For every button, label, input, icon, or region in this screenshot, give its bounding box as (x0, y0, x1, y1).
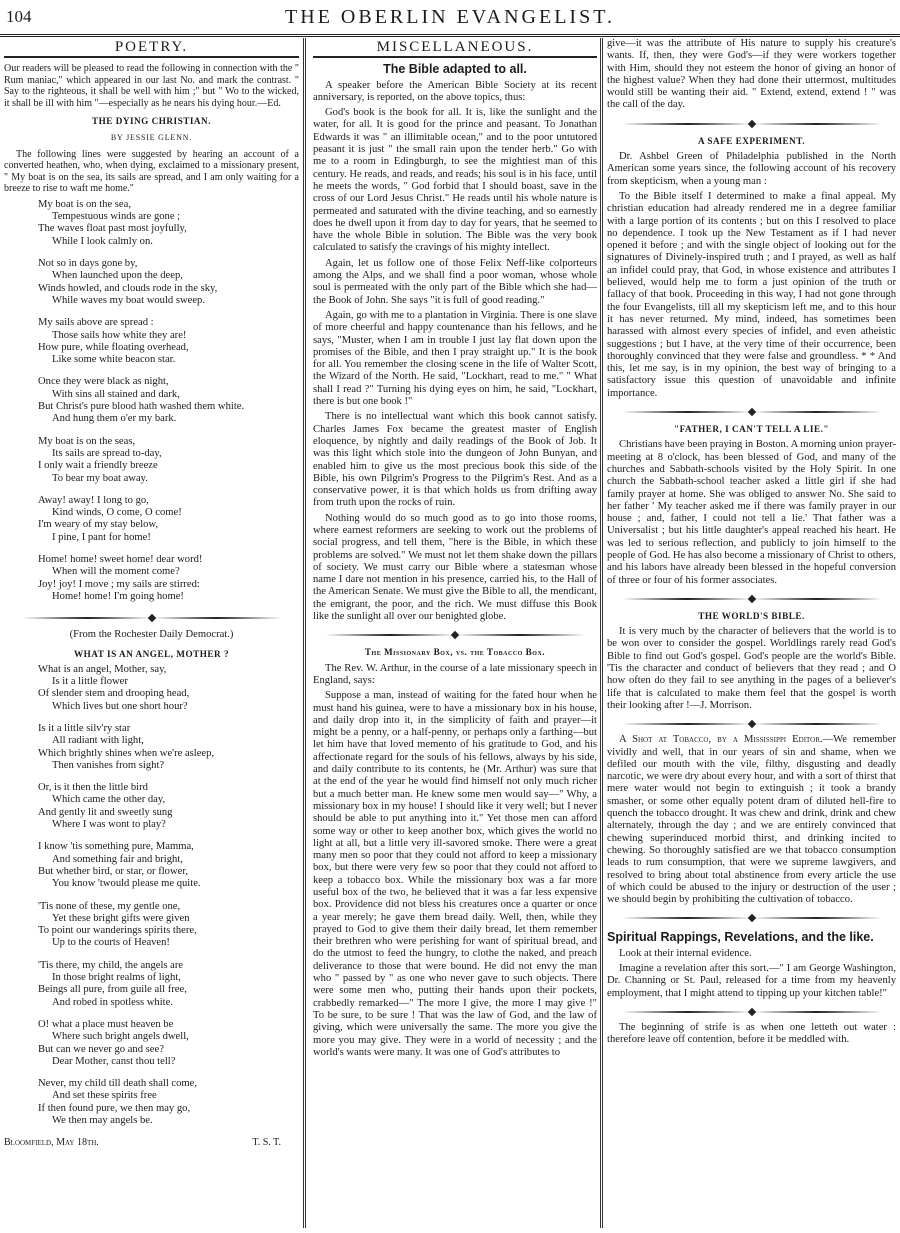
paragraph: Suppose a man, instead of waiting for the fated hour when he must hand his guinea, were to have a missionary box in his house, and daily drop into it, in the simplicity of faith and prayer—it might be a penny, or a half-penny, or perhaps only a farthing—but let him have that loved memento of his gratitude to God, and his affectionate regard for the souls of his fellows, always by his side, and daily contribute to its contents, he (Mr. Arthur) was sure that at the end of the year he would find himself not only much richer but a much better man. He knew some men would say—" Why, a missionary box in my house! I should like it very well; but I never should be able to put anything into it." Yet those men can afford some way or other to keep another box, which gives the world no light at all, but a little very ill-savored smoke. There were a great many men so poor that they could not afford to keep a missionary box, but there were very few so poor that they could not afford to keep a tobacco box. While the missionary box was a far more useful box of the two, he believed that it was a far less expensive box. Providence did not bless his creatures once a quarter or once a year merely; he gave them bread daily. Well, then, while they prayed to God to give them their daily bread, let them remember their brethren who were perishing for want of spiritual bread, and do the utmost to feed the hungry, to clothe the naked, and preach deliverance to those that were bound. He did not envy the man who " passed by " as one who never gave to such objects. There were some men who, putting their hands upon their pockets, crabbedly remarked—" The more I give, the more I may give !" To be sure, to be sure ! That was the law of God, and the law of giving, which were universally the same. The more you give the more you may give. They were in a world of necessity ; and the world's wants were many. It was one of God's attributes to (313, 690, 597, 1058)
poem-line: All radiant with light, (52, 735, 144, 747)
article-missionary-box (313, 663, 597, 1060)
paragraph: Nothing would do so much good as to go into those rooms, where earnest reformers are seeking to work out the problems of social progress, and tell them, "here is the Bible, in which these problems are solved." We must not let them shake down the pillars of society. We must carry our Bible where a statesman whose name I dare not mention in his presence, carried his, to the Hall of the American Senate. We must give the Bible to all, the mendicant, the emigrant, the poor, and the rich. We must diffuse this Book like the sunlight all over our benighted globe. (313, 512, 597, 623)
poem-line: Home! home! I'm going home! (52, 590, 184, 602)
poem-title: THE DYING CHRISTIAN. (92, 116, 211, 127)
poem-line: And hung them o'er my bark. (52, 413, 177, 425)
ornament-divider (607, 1007, 896, 1017)
stanza (38, 258, 299, 307)
poem-line: While waves my boat would sweep. (52, 294, 205, 306)
ornament-divider (607, 719, 896, 729)
poem-line: You know 'twould please me quite. (52, 878, 201, 890)
poem-line: Is it a little flower (52, 676, 128, 688)
poem-line: To point our wanderings spirits there, (38, 925, 197, 937)
ornament-divider (313, 630, 597, 640)
paragraph: To the Bible itself I determined to make a final appeal. My christian education had already rendered me in a degree familiar with a large portion of its contents ; but on this I resolved to place no dependence. I took up the New Testament as if I had never opened it before ; and with the single object of looking out for the signatures of Divinely-inspired truth ; and I prayed, as well as half an infidel could pray, that God, in whose existence and attributes I believed, would help me to form a just opinion of the truth or fallacy of that book. Proceeding in this way, I had not gone through the four Evangelists, till all my skepticism left me, and to this hour it has never returned. My mind, indeed, has sometimes been harassed with almost every species of infidel, and even atheistic suggestions ; but I have, at the very time of their occurrence, been thoroughly convinced that they were false and groundless. * * And this, let me say, is in my opinion, the best way of bringing to a satisfactory issue this question of unavoidable and infinite importance. (607, 190, 896, 399)
stanza (38, 436, 299, 485)
poem-line: And something fair and bright, (52, 853, 183, 865)
column-three (607, 38, 896, 1228)
poem-line: But can we never go and see? (38, 1043, 164, 1055)
paragraph: Again, let us follow one of those Felix Neff-like colporteurs among the Alps, and we shall find a poor woman, whose whole soul is permeated with the only part of the Bible which she had—the Book of John. She says "it is full of good reading." (313, 257, 597, 306)
article-shot-at-tobacco (607, 734, 896, 906)
ornament-divider (607, 119, 896, 129)
poem-line: I only wait a friendly breeze (38, 460, 158, 472)
poem-line: Yet these bright gifts were given (52, 912, 190, 924)
poem-line: When will the moment come? (52, 566, 180, 578)
poem-line: What is an angel, Mother, say, (38, 663, 167, 675)
poem-line: 'Tis there, my child, the angels are (38, 959, 184, 971)
poem-line: Once they were black as night, (38, 376, 169, 388)
stanza (38, 554, 299, 603)
section-heading-poetry: POETRY. (114, 39, 189, 55)
ornament-divider (4, 613, 299, 623)
ornament-divider (607, 407, 896, 417)
masthead (0, 0, 900, 37)
poem-line: And set these spirits free (52, 1090, 157, 1102)
stanza (38, 841, 299, 890)
poem-line: The waves float past most joyfully, (38, 223, 187, 235)
paragraph: Dr. Ashbel Green of Philadelphia published in the North American some years since, the following account of his recovery from skepticism, when a young man : (607, 151, 896, 187)
article-father-cant-lie (607, 439, 896, 587)
poem-line: Not so in days gone by, (38, 258, 138, 270)
poem-line: Up to the courts of Heaven! (52, 937, 170, 949)
paragraph: Imagine a revelation after this sort.—" I am George Washington, Dr. Channing or St. Paul, released for a time from my heavenly employment, that I might attend to tipping up your kitchen table!" (607, 963, 896, 999)
poem-line: Or, is it then the little bird (38, 782, 148, 794)
paragraph: There is no intellectual want which this book cannot satisfy. Charles James Fox became the greatest master of English eloquence, by nightly and daily readings of the Book of Job. It was this light which stole into the dungeon of John Bunyan, and enabled him to give us the most precious book this side of the Bible, his own Pilgrim's Progress to the Pilgrim's Rest. And as a conservative power, it is that which holds us from drifting away from truth upon the rocks of ruin. (313, 411, 597, 509)
poem-line: My boat is on the seas, (38, 435, 136, 447)
column-rule-1 (303, 38, 306, 1228)
ornament-divider (607, 913, 896, 923)
poem-line: To bear my boat away. (52, 472, 148, 484)
paragraph: Again, go with me to a plantation in Virginia. There is one slave of more cheerful and happy countenance than his fellows, and he says, "Muster, when I am in trouble I just lay flat down upon the promises of the Bible, and then I pray straight up." It is the book for all. You remember the closing scene in the life of Walter Scott, the Wizard of the North. He said, "Lockhart, read to me." " What shall I read ?" Turning his dying eyes on him, he said, "Lockhart, there is but one book !" (313, 309, 597, 408)
ornament-divider (607, 594, 896, 604)
section-heading-miscellaneous: MISCELLANEOUS. (376, 39, 534, 55)
newspaper-title: THE OBERLIN EVANGELIST. (285, 6, 615, 28)
poem-line: We then may angels be. (52, 1115, 153, 1126)
poem-signature (4, 1137, 299, 1149)
article-title: THE WORLD'S BIBLE. (698, 610, 805, 621)
poem-line: In those bright realms of light, (52, 972, 181, 984)
article-worlds-bible (607, 626, 896, 712)
article-safe-experiment (607, 151, 896, 400)
stanza (38, 495, 299, 544)
poem-line: 'Tis none of these, my gentle one, (38, 900, 181, 912)
poem-what-is-an-angel (38, 664, 299, 1128)
stanza (38, 376, 299, 425)
continued-text: give—it was the attribute of His nature to supply his creature's wants. If, then, they were God's—if they were workers together with Him, should they not esteem the honor of giving an honor of the highest value? When they had done their uttermost, multitudes would still be wanting their aid. " Extend, extend, extend ! " was the call of the day. (607, 38, 896, 111)
poem-line: Home! home! sweet home! dear word! (38, 554, 203, 566)
stanza (38, 782, 299, 831)
poem-line: And robed in spotless white. (52, 996, 173, 1008)
poem-line: Where such bright angels dwell, (52, 1031, 189, 1043)
paragraph: Christians have been praying in Boston. A morning union prayer-meeting at 8 o'clock, has been blessed of God, and many of the churches and Sabbath-schools visited by the Holy Spirit. In one church the Sabbath-school teacher asked a little girl if she had family prayer at home. She was obliged to answer No. She said to her father ' My teacher asked me if there was family prayer in our house ; and, father, I could not tell a lie.' That father was a Universalist ; but his little daughter's appeal reached his heart. He was led to serious reflection, and publicly to join himself to the people of God. He has also become a missionary of Christ to others, and his labors have already been blessed in the hopeful conversion of three or four of his former associates. (607, 439, 896, 586)
poem-line: Which brightly shines when we're asleep, (38, 747, 215, 759)
poem-line: I pine, I pant for home! (52, 531, 151, 543)
poem-line: Away! away! I long to go, (38, 494, 149, 506)
paragraph: It is very much by the character of believers that the world is to be won over to consider the gospel. Worldlings rarely read God's Bible to find out God's gospel. God's people are the world's Bible. 'Tis the character and conduct of believers that they read ; and O how often do they fail to see anything in the pages of a believer's life that is calculated to make them feel that the gospel is worth their looking after !—J. Morrison. (607, 626, 896, 711)
poem-line: But Christ's pure blood hath washed them white. (38, 401, 245, 413)
divider (313, 56, 597, 58)
poem-line: Which came the other day, (52, 794, 166, 806)
paragraph: Look at their internal evidence. (619, 947, 752, 959)
poem-intro: The following lines were suggested by hearing an account of a converted heathen, who, when dying, exclaimed to a missionary present, " My boat is on the sea, its sails are spread, and I am only waiting for a breeze to rise to waft me home." (4, 148, 299, 195)
stanza (38, 199, 299, 248)
stanza (38, 1078, 299, 1127)
poem-initials: T. S. T. (252, 1137, 281, 1149)
paragraph: God's book is the book for all. It is, like the sunlight and the water, for all. It is good for the prince and peasant. To Jonathan Edwards it was " an illimitable ocean," and to the poor untutored peasant it is just " the small rain upon the tender herb." Go with me to a room in Edingburgh, to see the mightiest man of this century. He reads, and reads, and reads; his soul is in his face, until he meets the words, " God forbid that I should boast, save in the cross of our Lord Jesus Christ." He reads until his whole nature is permeated and saturated with the divine teaching, and so earnestly does he dwell upon it from day to day for years, that he seemed to have the whole Bible in solution. The Bible was the very book calculated to satisfy the cravings of his mighty intellect. (313, 107, 597, 254)
poem-place-date: Bloomfield, May 18th. (4, 1137, 99, 1149)
poem-line: But whether bird, or star, or flower, (38, 865, 189, 877)
poem-line: Winds howled, and clouds rode in the sky, (38, 282, 218, 294)
article-text: —We remember vividly and well, that in our years of sin and shame, when we defiled our mouth with the vile, filthy, disgusting and deadly narcotic, we were dry about every hour, and with a sort of thirst that mere water would not begin to extinguish ; it took a brandy smasher, or some other equally potent dram of diluted hell-fire to quench the tobacco drought. It was chew and drink, drink and chew alternately, through the day ; and we are entirely convinced that chewing superinduced morbid thirst, and drinking incited to chewing. So thoroughly satisfied are we that tobacco consumption leads to rum consumption, that were we supreme lawgivers, and resolved to bring about total abstinence from every article the use of which could be abused to the injury or destruction of the user ; we should begin by prohibiting the cultivation of tobacco. (607, 734, 896, 906)
editor-note: Our readers will be pleased to read the following in connection with the " Rum maniac," which appeared in our last No. and mark the contrast. " Say to the righteous, it shall be well with him ;" but " Wo to the wicked, it shall be ill with him "—especially as he nears his dying hour.—Ed. (4, 63, 299, 109)
poem-line: Then vanishes from sight? (52, 759, 165, 771)
poem-line: Kind winds, O come, O come! (52, 507, 182, 519)
column-poetry (4, 38, 299, 1228)
poem-line: Beings all pure, from guile all free, (38, 984, 187, 996)
poem-line: While I look calmly on. (52, 235, 153, 247)
closing-proverb: The beginning of strife is as when one letteth out water : therefore leave off contention, before it be meddled with. (607, 1021, 896, 1046)
poem-line: When launched upon the deep, (52, 270, 183, 282)
poem-line: Like some white beacon star. (52, 354, 176, 366)
page-number: 104 (6, 7, 32, 26)
column-miscellaneous (313, 38, 597, 1228)
poem-line: I know 'tis something pure, Mamma, (38, 841, 194, 853)
poem-line: My boat is on the sea, (38, 198, 131, 210)
poem-line: Never, my child till death shall come, (38, 1078, 198, 1090)
poem-line: Joy! joy! I move ; my sails are stirred: (38, 578, 200, 590)
poem-title: WHAT IS AN ANGEL, MOTHER ? (73, 648, 230, 659)
stanza (38, 1019, 299, 1068)
article-title: A SAFE EXPERIMENT. (697, 135, 806, 146)
paragraph: A speaker before the American Bible Society at its recent anniversary, is reported, on the above topics, thus: (313, 79, 597, 103)
poem-line: Of slender stem and drooping head, (38, 688, 190, 700)
stanza (38, 901, 299, 950)
divider (4, 56, 299, 58)
poem-dying-christian (38, 199, 299, 603)
poem-line: My sails above are spread : (38, 317, 154, 329)
poem-line: Dear Mother, canst thou tell? (52, 1055, 176, 1067)
poem-line: I'm weary of my stay below, (38, 519, 159, 531)
poem-line: With sins all stained and dark, (52, 388, 180, 400)
poem-line: Which lives but one short hour? (52, 700, 188, 712)
article-title: Spiritual Rappings, Revelations, and the like. (607, 930, 874, 945)
stanza (38, 664, 299, 713)
article-title: "FATHER, I CAN'T TELL A LIE." (674, 424, 829, 435)
stanza (38, 723, 299, 772)
stanza (38, 960, 299, 1009)
poem-line: O! what a place must heaven be (38, 1018, 174, 1030)
poem-line: How pure, while floating overhead, (38, 341, 189, 353)
poem-line: Where I was wont to play? (52, 819, 166, 831)
paragraph: The Rev. W. Arthur, in the course of a late missionary speech in England, says: (313, 662, 597, 686)
poem-line: Tempestuous winds are gone ; (52, 211, 181, 223)
poem-line: If then found pure, we then may go, (38, 1102, 191, 1114)
article-bible-adapted (313, 80, 597, 624)
article-title: The Bible adapted to all. (383, 62, 527, 77)
poem-line: Is it a little silv'ry star (38, 722, 131, 734)
poem-line: Those sails how white they are! (52, 329, 187, 341)
article-lead: A Shot at Tobacco, by a Mississippi Editor. (619, 734, 823, 746)
article-spiritual-rappings (607, 948, 896, 1000)
poem-byline: BY JESSIE GLENN. (110, 132, 193, 142)
stanza (38, 317, 299, 366)
column-rule-2 (600, 38, 603, 1228)
poem-line: And gently lit and sweetly sung (38, 806, 173, 818)
poem-source: (From the Rochester Daily Democrat.) (69, 629, 234, 641)
article-title: The Missionary Box, vs. the Tobacco Box. (364, 647, 546, 658)
poem-line: Its sails are spread to-day, (52, 447, 162, 459)
